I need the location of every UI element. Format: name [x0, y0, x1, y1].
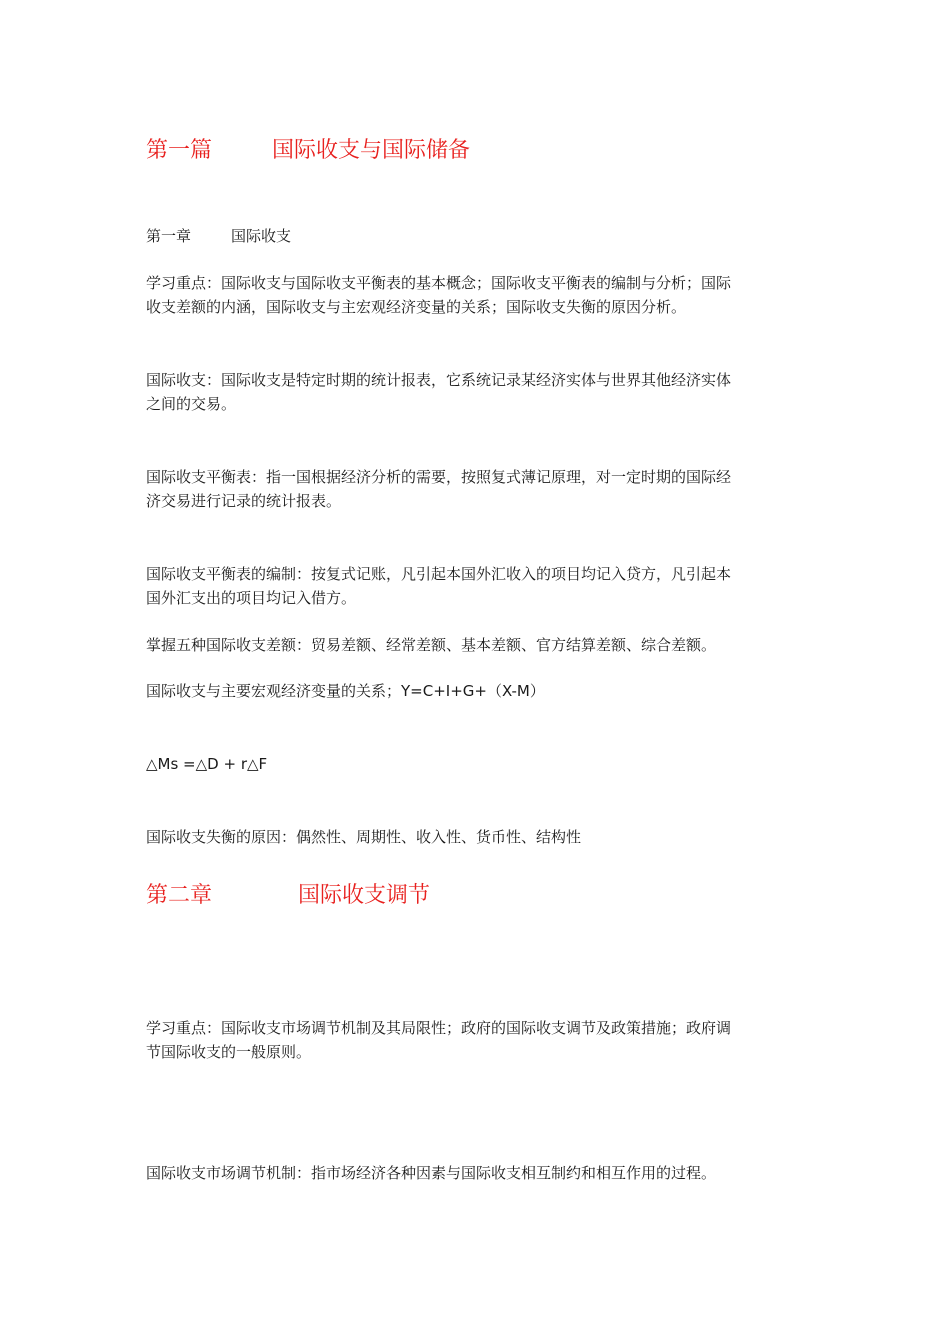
chapter1-label: 第一章	[146, 227, 192, 245]
chapter1-key-points-line2: 收支差额的内涵，国际收支与主宏观经济变量的关系；国际收支失衡的原因分析。	[146, 298, 687, 316]
chapter2-title: 国际收支调节	[298, 883, 431, 908]
chapter1-key-points-line1: 学习重点：国际收支与国际收支平衡表的基本概念；国际收支平衡表的编制与分析；国际	[146, 274, 732, 292]
part-heading	[146, 136, 806, 166]
chapter2-key-points-line2: 节国际收支的一般原则。	[146, 1043, 312, 1061]
money-supply-formula: △Ms =△D + r△F	[146, 755, 268, 773]
part-title: 国际收支与国际储备	[272, 138, 471, 163]
macro-relation-text: 国际收支与主要宏观经济变量的关系；	[146, 682, 402, 700]
bop-table-definition-line2: 济交易进行记录的统计报表。	[146, 492, 342, 510]
macro-relation-formula: Y=C+I+G+（X-M）	[401, 682, 545, 700]
chapter2-heading	[146, 881, 806, 911]
macro-relation	[146, 679, 806, 703]
chapter2-key-points-line1: 学习重点：国际收支市场调节机制及其局限性；政府的国际收支调节及政策措施；政府调	[146, 1019, 732, 1037]
market-mechanism-definition: 国际收支市场调节机制：指市场经济各种因素与国际收支相互制约和相互作用的过程。	[146, 1164, 717, 1182]
bop-definition-line2: 之间的交易。	[146, 395, 237, 413]
bop-compilation-line1: 国际收支平衡表的编制：按复式记账，凡引起本国外汇收入的项目均记入贷方，凡引起本	[146, 565, 732, 583]
five-balances: 掌握五种国际收支差额：贸易差额、经常差额、基本差额、官方结算差额、综合差额。	[146, 636, 717, 654]
imbalance-causes: 国际收支失衡的原因：偶然性、周期性、收入性、货币性、结构性	[146, 828, 582, 846]
bop-compilation-line2: 国外汇支出的项目均记入借方。	[146, 589, 357, 607]
chapter1-heading	[146, 224, 806, 248]
part-label: 第一篇	[146, 138, 213, 163]
chapter2-label: 第二章	[146, 883, 213, 908]
bop-table-definition-line1: 国际收支平衡表：指一国根据经济分析的需要，按照复式薄记原理，对一定时期的国际经	[146, 468, 732, 486]
chapter1-title: 国际收支	[231, 227, 292, 245]
bop-definition-line1: 国际收支：国际收支是特定时期的统计报表，它系统记录某经济实体与世界其他经济实体	[146, 371, 732, 389]
